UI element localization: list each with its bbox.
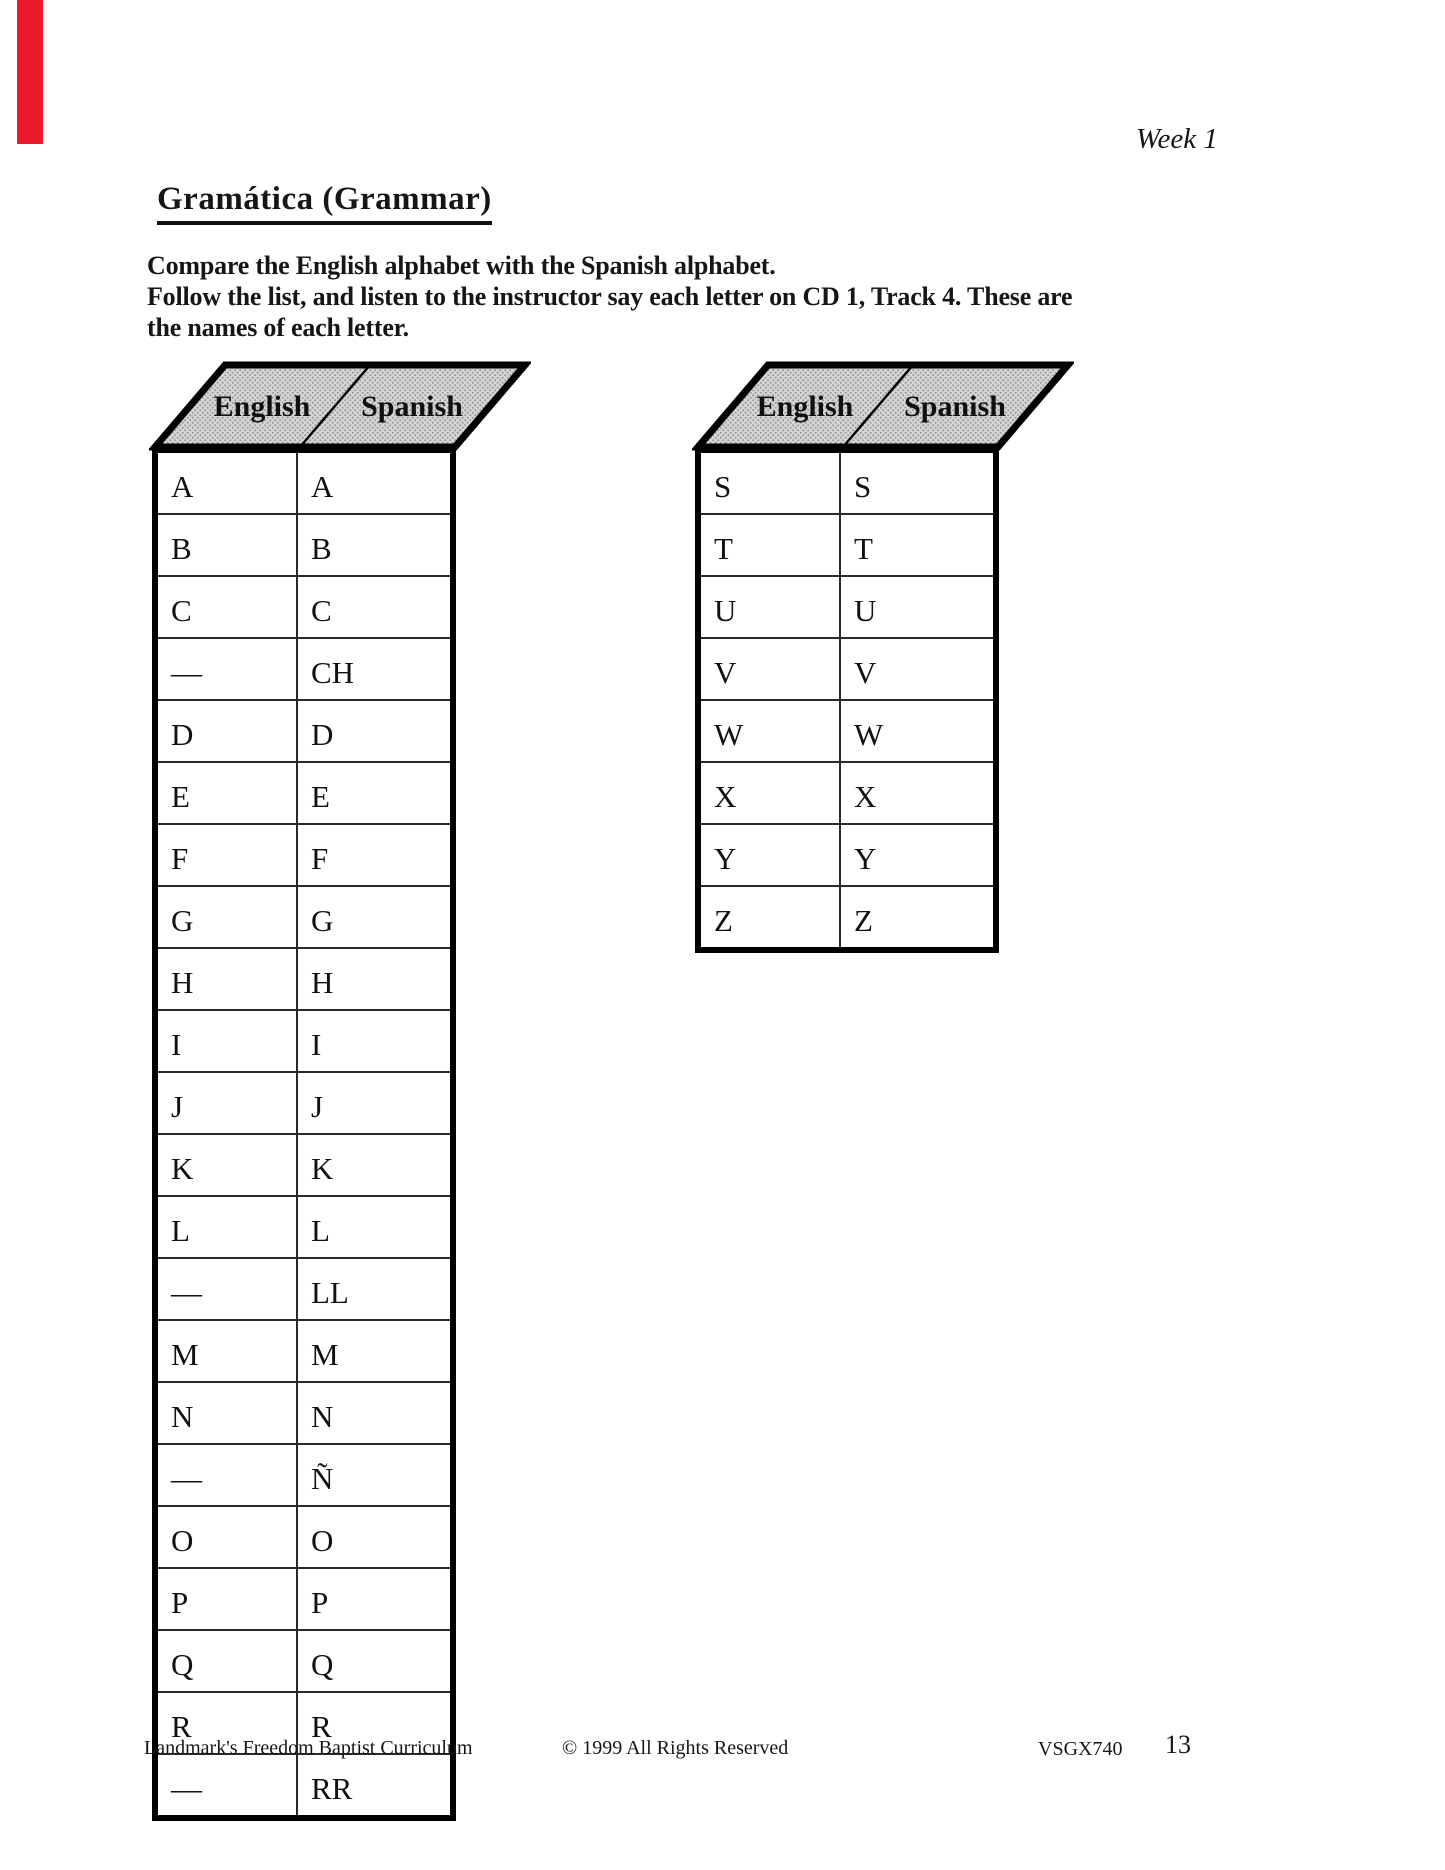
spanish-letter-cell: C (297, 576, 453, 638)
spanish-letter-cell: U (840, 576, 996, 638)
table-row (698, 638, 996, 700)
spanish-letter-cell: RR (297, 1754, 453, 1818)
table-row (155, 1134, 453, 1196)
english-letter-cell: — (155, 1444, 297, 1506)
table-1-header (149, 359, 531, 453)
english-letter-cell: X (698, 762, 840, 824)
english-letter-cell: K (155, 1134, 297, 1196)
spanish-letter-cell: J (297, 1072, 453, 1134)
table-row (155, 1320, 453, 1382)
alphabet-table-2 (692, 359, 1074, 953)
table-row (155, 450, 453, 514)
english-letter-cell: — (155, 638, 297, 700)
english-letter-cell: F (155, 824, 297, 886)
english-letter-cell: J (155, 1072, 297, 1134)
table-row (155, 1754, 453, 1818)
red-scan-mark (17, 0, 43, 144)
table-2-header-parallelogram (698, 365, 1068, 447)
table-row (155, 1630, 453, 1692)
table-row (698, 700, 996, 762)
table-1-spanish-header: Spanish (361, 390, 463, 423)
table-2-english-header: English (756, 390, 854, 423)
english-letter-cell: T (698, 514, 840, 576)
english-letter-cell: W (698, 700, 840, 762)
alphabet-table-1 (149, 359, 531, 1821)
english-letter-cell: P (155, 1568, 297, 1630)
table-row (155, 948, 453, 1010)
spanish-letter-cell: A (297, 450, 453, 514)
spanish-letter-cell: E (297, 762, 453, 824)
alphabet-table-1-body (152, 447, 456, 1821)
table-1-header-parallelogram (155, 365, 525, 447)
spanish-letter-cell: B (297, 514, 453, 576)
table-row (698, 514, 996, 576)
table-row (155, 1382, 453, 1444)
table-row (155, 1072, 453, 1134)
spanish-letter-cell: N (297, 1382, 453, 1444)
spanish-letter-cell: V (840, 638, 996, 700)
english-letter-cell: A (155, 450, 297, 514)
spanish-letter-cell: M (297, 1320, 453, 1382)
spanish-letter-cell: D (297, 700, 453, 762)
footer-copyright: © 1999 All Rights Reserved (562, 1737, 789, 1759)
spanish-letter-cell: S (840, 450, 996, 514)
english-letter-cell: V (698, 638, 840, 700)
table-row (698, 824, 996, 886)
week-label: Week 1 (1136, 123, 1218, 155)
english-letter-cell: S (698, 450, 840, 514)
table-row (155, 1506, 453, 1568)
table-row (155, 700, 453, 762)
table-2-header (692, 359, 1074, 453)
english-letter-cell: — (155, 1754, 297, 1818)
spanish-letter-cell: F (297, 824, 453, 886)
table-row (155, 1196, 453, 1258)
table-row (155, 1568, 453, 1630)
spanish-letter-cell: Q (297, 1630, 453, 1692)
spanish-letter-cell: CH (297, 638, 453, 700)
spanish-letter-cell: Ñ (297, 1444, 453, 1506)
table-row (698, 762, 996, 824)
english-letter-cell: N (155, 1382, 297, 1444)
table-1-english-header: English (213, 390, 311, 423)
table-row (155, 886, 453, 948)
english-letter-cell: M (155, 1320, 297, 1382)
spanish-letter-cell: X (840, 762, 996, 824)
english-letter-cell: C (155, 576, 297, 638)
intro-line: Compare the English alphabet with the Spanish alphabet. (147, 251, 776, 280)
english-letter-cell: Z (698, 886, 840, 950)
table-row (698, 450, 996, 514)
alphabet-table-2-body (695, 447, 999, 953)
table-row (698, 886, 996, 950)
spanish-letter-cell: LL (297, 1258, 453, 1320)
page-title: Gramática (Grammar) (157, 181, 492, 225)
english-letter-cell: B (155, 514, 297, 576)
english-letter-cell: Y (698, 824, 840, 886)
english-letter-cell: O (155, 1506, 297, 1568)
spanish-letter-cell: I (297, 1010, 453, 1072)
spanish-letter-cell: H (297, 948, 453, 1010)
spanish-letter-cell: Z (840, 886, 996, 950)
english-letter-cell: — (155, 1258, 297, 1320)
english-letter-cell: Q (155, 1630, 297, 1692)
intro-line: Follow the list, and listen to the instructor say each letter on CD 1, Track 4. These are (147, 282, 1073, 311)
intro-paragraph (147, 250, 1072, 343)
english-letter-cell: E (155, 762, 297, 824)
footer-page-number: 13 (1165, 1730, 1191, 1759)
table-row (155, 514, 453, 576)
spanish-letter-cell: G (297, 886, 453, 948)
english-letter-cell: G (155, 886, 297, 948)
table-row (155, 1258, 453, 1320)
english-letter-cell: U (698, 576, 840, 638)
spanish-letter-cell: Y (840, 824, 996, 886)
table-row (155, 638, 453, 700)
table-row (155, 1444, 453, 1506)
table-row (698, 576, 996, 638)
spanish-letter-cell: P (297, 1568, 453, 1630)
english-letter-cell: D (155, 700, 297, 762)
intro-line: the names of each letter. (147, 313, 409, 342)
footer-product-code: VSGX740 (1038, 1738, 1123, 1760)
table-2-spanish-header: Spanish (904, 390, 1006, 423)
spanish-letter-cell: T (840, 514, 996, 576)
spanish-letter-cell: R (297, 1692, 453, 1754)
english-letter-cell: H (155, 948, 297, 1010)
spanish-letter-cell: L (297, 1196, 453, 1258)
table-row (155, 576, 453, 638)
english-letter-cell: L (155, 1196, 297, 1258)
english-letter-cell: R (155, 1692, 297, 1754)
spanish-letter-cell: O (297, 1506, 453, 1568)
footer-publisher: Landmark's Freedom Baptist Curriculum (144, 1737, 473, 1759)
spanish-letter-cell: K (297, 1134, 453, 1196)
table-row (155, 762, 453, 824)
table-row (155, 824, 453, 886)
table-row (155, 1010, 453, 1072)
spanish-letter-cell: W (840, 700, 996, 762)
english-letter-cell: I (155, 1010, 297, 1072)
